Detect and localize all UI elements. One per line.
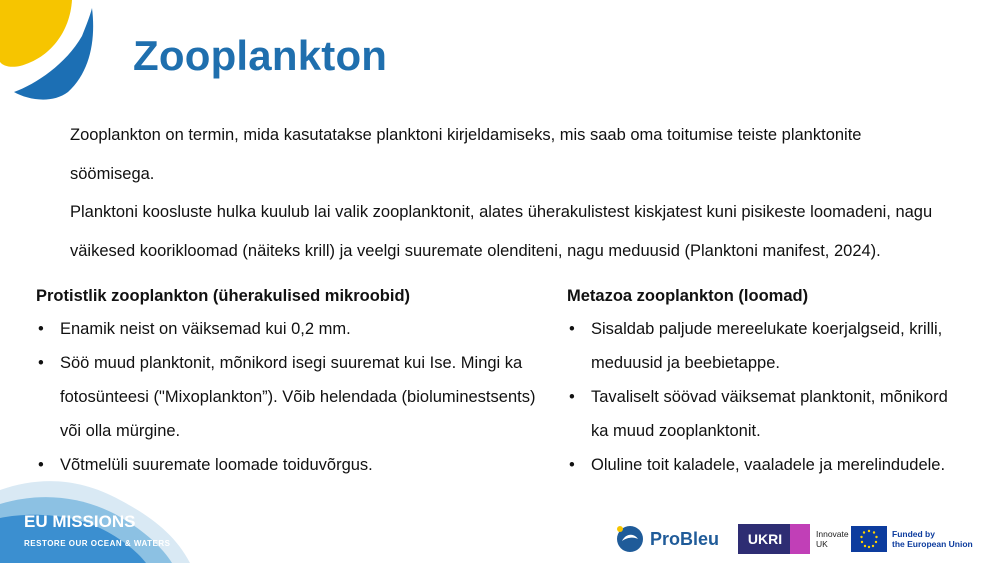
list-item: • Enamik neist on väiksemad kui 0,2 mm. [36, 312, 536, 346]
intro-paragraph-1: Zooplankton on termin, mida kasutatakse planktoni kirjeldamiseks, mis saab oma toitumise teiste planktonite söömisega. [70, 126, 862, 183]
innovate-uk-text [816, 529, 849, 549]
list-item: • Söö muud planktonit, mõnikord isegi suuremat kui Ise. Mingi ka fotosünteesi ("Mixoplankton”). Võib helendada (bioluminestsents) või olla mürgine. [36, 346, 536, 448]
probleu-logo [614, 522, 719, 556]
ukri-accent [790, 524, 810, 554]
uk-line: UK [816, 539, 828, 549]
probleu-corner-logo [0, 0, 110, 100]
metazoa-heading: Metazoa zooplankton (loomad) [567, 287, 809, 305]
list-item: • Oluline toit kaladele, vaaladele ja merelindudele. [567, 448, 967, 482]
innovate-uk-logo [738, 522, 849, 556]
eu-missions-label: EU MISSIONS [24, 512, 136, 531]
european-union-line: the European Union [892, 539, 973, 549]
eu-funding-logo [851, 522, 973, 556]
funded-by-line: Funded by [892, 529, 935, 539]
metazoa-zooplankton-section [567, 283, 967, 482]
protist-list [36, 312, 536, 482]
metazoa-list [567, 312, 967, 482]
probleu-icon [614, 523, 646, 555]
eu-missions-subtitle: RESTORE OUR OCEAN & WATERS [24, 539, 171, 548]
probleu-name: ProBleu [650, 528, 720, 549]
eu-funding-text [892, 529, 973, 549]
eu-flag-icon [851, 526, 887, 552]
page-title: Zooplankton [133, 32, 388, 79]
protist-zooplankton-section [36, 283, 536, 482]
list-item: • Tavaliselt söövad väiksemat planktonit, mõnikord ka muud zooplanktonit. [567, 380, 967, 448]
protist-heading: Protistlik zooplankton (üherakulised mikroobid) [36, 287, 411, 305]
innovate-line: Innovate [816, 529, 849, 539]
ukri-mark: UKRI [738, 524, 792, 554]
list-item: • Sisaldab paljude mereelukate koerjalgseid, krilli, meduusid ja beebietappe. [567, 312, 967, 380]
intro-text [70, 116, 950, 270]
intro-paragraph-2: Planktoni koosluste hulka kuulub lai valik zooplanktonit, alates üherakulistest kiskjatest kuni pisikeste loomadeni, nagu väikesed koorikloomad (näiteks krill) ja veelgi suuremate olenditeni, nagu meduusid (Planktoni manifest, 2024). [70, 203, 933, 260]
list-item: • Võtmelüli suuremate loomade toiduvõrgus. [36, 448, 536, 482]
